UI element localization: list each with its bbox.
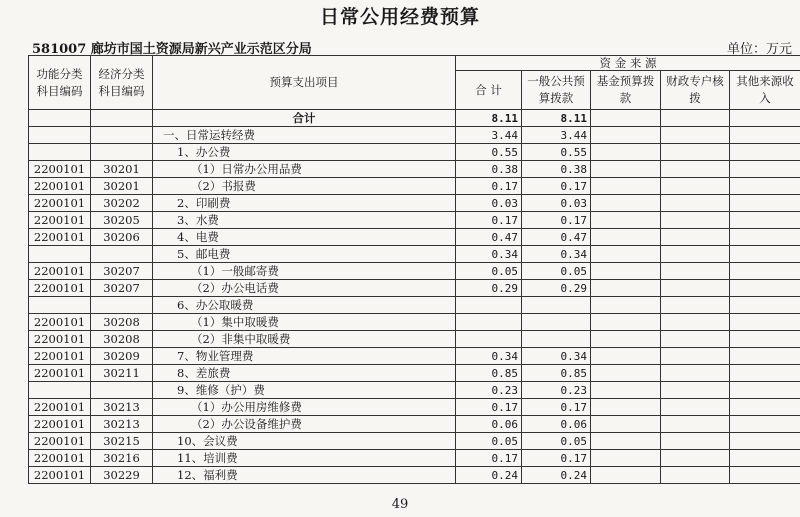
econ-code-cell: 30211 <box>91 365 153 382</box>
func-code-cell: 2200101 <box>29 229 91 246</box>
fund-amount-cell <box>591 297 661 314</box>
other-amount-cell <box>730 382 800 399</box>
econ-code-cell: 30209 <box>91 348 153 365</box>
other-amount-cell <box>730 365 800 382</box>
econ-code-cell: 30208 <box>91 331 153 348</box>
table-row <box>29 467 800 484</box>
header-general-public-text: 一般公共预算拨款 <box>527 74 585 105</box>
other-amount-cell <box>730 229 800 246</box>
item-name-cell: 6、办公取暖费 <box>153 297 456 314</box>
table-row <box>29 416 800 433</box>
general-amount-cell <box>522 297 591 314</box>
other-amount-cell <box>730 348 800 365</box>
general-amount-cell <box>522 331 591 348</box>
other-amount-cell <box>730 416 800 433</box>
table-row <box>29 382 800 399</box>
econ-code-cell: 30229 <box>91 467 153 484</box>
func-code-cell: 2200101 <box>29 314 91 331</box>
func-code-cell <box>29 382 91 399</box>
other-amount-cell <box>730 331 800 348</box>
table-row <box>29 144 800 161</box>
item-name-cell: 12、福利费 <box>153 467 456 484</box>
other-amount-cell <box>730 246 800 263</box>
item-name-cell: 5、邮电费 <box>153 246 456 263</box>
fund-amount-cell <box>591 331 661 348</box>
header-fiscal-special-text: 财政专户核拨 <box>666 74 724 105</box>
fund-amount-cell <box>591 433 661 450</box>
econ-code-cell: 30207 <box>91 263 153 280</box>
other-amount-cell <box>730 161 800 178</box>
fund-amount-cell <box>591 314 661 331</box>
fiscal-amount-cell <box>661 229 730 246</box>
fund-amount-cell <box>591 467 661 484</box>
total-amount-cell: 0.85 <box>456 365 522 382</box>
fiscal-amount-cell <box>661 314 730 331</box>
item-name-cell: 7、物业管理费 <box>153 348 456 365</box>
general-amount-cell: 0.34 <box>522 246 591 263</box>
general-amount-cell: 0.34 <box>522 348 591 365</box>
func-code-cell <box>29 246 91 263</box>
other-amount-cell <box>730 212 800 229</box>
header-general-public <box>522 71 591 110</box>
header-other-text: 其他来源收入 <box>736 74 794 105</box>
func-code-cell: 2200101 <box>29 365 91 382</box>
func-code-cell <box>29 127 91 144</box>
fiscal-amount-cell <box>661 246 730 263</box>
total-amount-cell: 0.34 <box>456 246 522 263</box>
item-name-cell: 10、会议费 <box>153 433 456 450</box>
fund-amount-cell <box>591 348 661 365</box>
total-amount-cell <box>456 331 522 348</box>
total-econ-cell <box>91 110 153 127</box>
item-name-cell: 1、办公费 <box>153 144 456 161</box>
total-amount-cell: 0.17 <box>456 399 522 416</box>
general-amount-cell: 0.17 <box>522 399 591 416</box>
other-amount-cell <box>730 433 800 450</box>
total-amount-cell: 0.29 <box>456 280 522 297</box>
fund-amount-cell <box>591 280 661 297</box>
fiscal-amount-cell <box>661 348 730 365</box>
table-row <box>29 246 800 263</box>
other-amount-cell <box>730 127 800 144</box>
general-amount-cell: 0.29 <box>522 280 591 297</box>
func-code-cell: 2200101 <box>29 161 91 178</box>
func-code-cell <box>29 297 91 314</box>
total-amount-cell: 3.44 <box>456 127 522 144</box>
fiscal-amount-cell <box>661 365 730 382</box>
fiscal-amount-cell <box>661 399 730 416</box>
item-name-cell: 4、电费 <box>153 229 456 246</box>
econ-code-cell: 30206 <box>91 229 153 246</box>
general-amount-cell: 3.44 <box>522 127 591 144</box>
budget-table <box>28 55 800 484</box>
organization-name: 581007 廊坊市国土资源局新兴产业示范区分局 <box>32 42 312 57</box>
fiscal-amount-cell <box>661 178 730 195</box>
header-func-code-text: 功能分类科目编码 <box>36 66 83 98</box>
fund-amount-cell <box>591 365 661 382</box>
header-fund-budget <box>591 71 661 110</box>
general-amount-cell: 0.85 <box>522 365 591 382</box>
other-amount-cell <box>730 467 800 484</box>
func-code-cell: 2200101 <box>29 280 91 297</box>
general-amount-cell: 0.03 <box>522 195 591 212</box>
general-amount-cell: 0.55 <box>522 144 591 161</box>
table-row <box>29 348 800 365</box>
fund-amount-cell <box>591 450 661 467</box>
total-amount-cell: 0.17 <box>456 178 522 195</box>
other-amount-cell <box>730 144 800 161</box>
item-name-cell: （2）办公电话费 <box>153 280 456 297</box>
item-name-cell: 9、维修（护）费 <box>153 382 456 399</box>
func-code-cell: 2200101 <box>29 433 91 450</box>
fiscal-amount-cell <box>661 263 730 280</box>
total-amount-cell: 0.06 <box>456 416 522 433</box>
header-total: 合 计 <box>456 71 522 110</box>
fiscal-amount-cell <box>661 416 730 433</box>
total-general-amount: 8.11 <box>522 110 591 127</box>
total-func-cell <box>29 110 91 127</box>
table-row <box>29 450 800 467</box>
total-fiscal-cell <box>661 110 730 127</box>
item-name-cell: 2、印刷费 <box>153 195 456 212</box>
econ-code-cell <box>91 246 153 263</box>
fiscal-amount-cell <box>661 433 730 450</box>
table-row <box>29 365 800 382</box>
fund-amount-cell <box>591 416 661 433</box>
total-amount-cell: 0.05 <box>456 433 522 450</box>
econ-code-cell: 30207 <box>91 280 153 297</box>
item-name-cell: （1）集中取暖费 <box>153 314 456 331</box>
func-code-cell: 2200101 <box>29 195 91 212</box>
fund-amount-cell <box>591 195 661 212</box>
item-name-cell: 3、水费 <box>153 212 456 229</box>
func-code-cell: 2200101 <box>29 450 91 467</box>
item-name-cell: （2）非集中取暖费 <box>153 331 456 348</box>
total-amount-cell: 0.34 <box>456 348 522 365</box>
func-code-cell: 2200101 <box>29 212 91 229</box>
fiscal-amount-cell <box>661 161 730 178</box>
header-econ-code-text: 经济分类科目编码 <box>98 66 145 98</box>
table-row <box>29 399 800 416</box>
total-amount-cell: 0.23 <box>456 382 522 399</box>
total-row <box>29 110 800 127</box>
fund-amount-cell <box>591 399 661 416</box>
total-other-cell <box>730 110 800 127</box>
item-name-cell: 11、培训费 <box>153 450 456 467</box>
total-fund-cell <box>591 110 661 127</box>
fund-amount-cell <box>591 263 661 280</box>
fiscal-amount-cell <box>661 467 730 484</box>
fund-amount-cell <box>591 382 661 399</box>
fund-amount-cell <box>591 144 661 161</box>
general-amount-cell <box>522 314 591 331</box>
fiscal-amount-cell <box>661 450 730 467</box>
table-row <box>29 263 800 280</box>
general-amount-cell: 0.17 <box>522 178 591 195</box>
general-amount-cell: 0.05 <box>522 263 591 280</box>
item-name-cell: （1）办公用房维修费 <box>153 399 456 416</box>
other-amount-cell <box>730 450 800 467</box>
func-code-cell: 2200101 <box>29 399 91 416</box>
func-code-cell: 2200101 <box>29 331 91 348</box>
econ-code-cell: 30215 <box>91 433 153 450</box>
table-row <box>29 297 800 314</box>
other-amount-cell <box>730 195 800 212</box>
item-name-cell: （1）日常办公用品费 <box>153 161 456 178</box>
table-row <box>29 314 800 331</box>
general-amount-cell: 0.24 <box>522 467 591 484</box>
item-name-cell: 一、日常运转经费 <box>153 127 456 144</box>
total-amount-cell: 0.55 <box>456 144 522 161</box>
fund-amount-cell <box>591 178 661 195</box>
item-name-cell: （2）办公设备维护费 <box>153 416 456 433</box>
econ-code-cell: 30202 <box>91 195 153 212</box>
header-func-code <box>29 56 91 110</box>
total-amount-cell: 0.47 <box>456 229 522 246</box>
fiscal-amount-cell <box>661 382 730 399</box>
func-code-cell: 2200101 <box>29 263 91 280</box>
document-title: 日常公用经费预算 <box>319 6 480 28</box>
fund-amount-cell <box>591 161 661 178</box>
general-amount-cell: 0.38 <box>522 161 591 178</box>
item-name-cell: （2）书报费 <box>153 178 456 195</box>
econ-code-cell: 30213 <box>91 416 153 433</box>
econ-code-cell: 30216 <box>91 450 153 467</box>
table-row <box>29 195 800 212</box>
func-code-cell: 2200101 <box>29 416 91 433</box>
fiscal-amount-cell <box>661 331 730 348</box>
econ-code-cell <box>91 144 153 161</box>
total-amount-cell: 0.17 <box>456 450 522 467</box>
other-amount-cell <box>730 280 800 297</box>
page-number: 49 <box>391 497 409 512</box>
table-row <box>29 433 800 450</box>
total-amount-cell <box>456 314 522 331</box>
fund-amount-cell <box>591 212 661 229</box>
total-amount-cell <box>456 297 522 314</box>
table-row <box>29 280 800 297</box>
header-fund-budget-text: 基金预算拨款 <box>596 74 655 105</box>
header-item: 预算支出项目 <box>153 56 456 110</box>
total-amount-cell: 0.05 <box>456 263 522 280</box>
other-amount-cell <box>730 178 800 195</box>
func-code-cell: 2200101 <box>29 178 91 195</box>
general-amount-cell: 0.17 <box>522 450 591 467</box>
other-amount-cell <box>730 399 800 416</box>
fund-amount-cell <box>591 229 661 246</box>
general-amount-cell: 0.17 <box>522 212 591 229</box>
header-source-group: 资 金 来 源 <box>456 56 800 71</box>
table-row <box>29 127 800 144</box>
total-amount-cell: 0.24 <box>456 467 522 484</box>
fiscal-amount-cell <box>661 195 730 212</box>
econ-code-cell: 30208 <box>91 314 153 331</box>
fund-amount-cell <box>591 246 661 263</box>
econ-code-cell <box>91 382 153 399</box>
econ-code-cell: 30201 <box>91 178 153 195</box>
fiscal-amount-cell <box>661 297 730 314</box>
total-amount-cell: 0.17 <box>456 212 522 229</box>
item-name-cell: （1）一般邮寄费 <box>153 263 456 280</box>
econ-code-cell: 30213 <box>91 399 153 416</box>
item-name-cell: 8、差旅费 <box>153 365 456 382</box>
unit-label: 单位：万元 <box>726 42 792 57</box>
func-code-cell <box>29 144 91 161</box>
table-row <box>29 212 800 229</box>
header-econ-code <box>91 56 153 110</box>
econ-code-cell: 30201 <box>91 161 153 178</box>
fund-amount-cell <box>591 127 661 144</box>
other-amount-cell <box>730 314 800 331</box>
general-amount-cell: 0.06 <box>522 416 591 433</box>
table-row <box>29 331 800 348</box>
fiscal-amount-cell <box>661 144 730 161</box>
total-amount: 8.11 <box>456 110 522 127</box>
table-row <box>29 178 800 195</box>
other-amount-cell <box>730 297 800 314</box>
fiscal-amount-cell <box>661 212 730 229</box>
econ-code-cell: 30205 <box>91 212 153 229</box>
total-amount-cell: 0.03 <box>456 195 522 212</box>
general-amount-cell: 0.47 <box>522 229 591 246</box>
fiscal-amount-cell <box>661 127 730 144</box>
econ-code-cell <box>91 127 153 144</box>
func-code-cell: 2200101 <box>29 467 91 484</box>
other-amount-cell <box>730 263 800 280</box>
general-amount-cell: 0.23 <box>522 382 591 399</box>
header-fiscal-special <box>661 71 730 110</box>
total-amount-cell: 0.38 <box>456 161 522 178</box>
table-row <box>29 229 800 246</box>
table-row <box>29 161 800 178</box>
econ-code-cell <box>91 297 153 314</box>
fiscal-amount-cell <box>661 280 730 297</box>
func-code-cell: 2200101 <box>29 348 91 365</box>
total-label: 合计 <box>153 110 456 127</box>
header-other <box>730 71 800 110</box>
general-amount-cell: 0.05 <box>522 433 591 450</box>
